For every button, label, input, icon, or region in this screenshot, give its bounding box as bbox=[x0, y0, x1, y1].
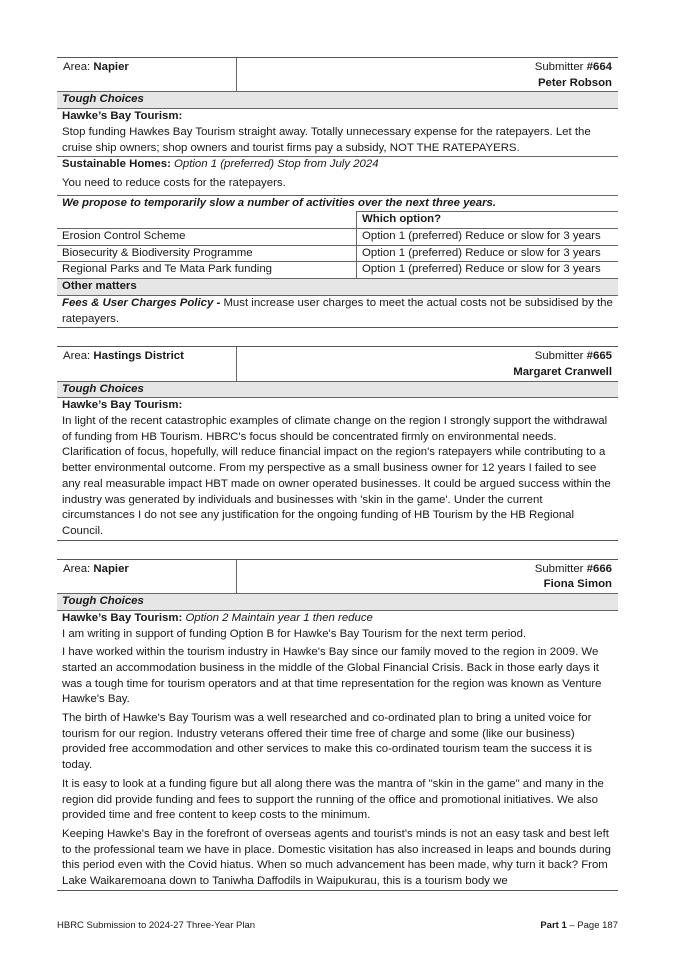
tourism-row bbox=[57, 610, 618, 890]
activity-name: Erosion Control Scheme bbox=[57, 229, 357, 246]
which-option-header: Which option? bbox=[357, 212, 619, 229]
submitter-line bbox=[243, 349, 612, 365]
homes-text: You need to reduce costs for the ratepayers. bbox=[62, 176, 286, 189]
page-content bbox=[57, 57, 618, 891]
submission-header bbox=[57, 347, 618, 380]
table-header-row bbox=[57, 212, 618, 229]
submitter-name: Fiona Simon bbox=[543, 578, 612, 591]
tourism-option: Option 2 Maintain year 1 then reduce bbox=[182, 611, 373, 624]
submitter-line bbox=[243, 562, 612, 578]
area-cell bbox=[57, 58, 237, 91]
submitter-label: Submitter bbox=[534, 562, 587, 575]
submitter-name: Peter Robson bbox=[537, 76, 612, 89]
body-paragraph: I have worked within the tourism industry in Hawke's Bay since our family moved to the region in 2009. We started an accommodation business in the middle of the Global Financial Crisis. Back in those early days it was a tough time for tourism operators and at that time representation for the region was known as Venture Hawke's Bay. bbox=[62, 646, 602, 706]
submitter-line bbox=[243, 60, 612, 76]
activity-name: Regional Parks and Te Mata Park funding bbox=[57, 262, 357, 278]
spacer bbox=[57, 541, 618, 559]
submitter-number: #664 bbox=[586, 61, 612, 73]
area-cell bbox=[57, 347, 237, 380]
submission-664 bbox=[57, 57, 618, 328]
homes-row bbox=[57, 156, 618, 191]
submission-665 bbox=[57, 346, 618, 540]
activities-heading: We propose to temporarily slow a number of activities over the next three years. bbox=[57, 195, 618, 212]
tourism-heading: Hawke’s Bay Tourism: bbox=[62, 399, 183, 412]
area-value: Hastings District bbox=[93, 350, 184, 363]
tourism-heading: Hawke’s Bay Tourism: bbox=[62, 611, 183, 624]
fees-row bbox=[57, 295, 618, 327]
activity-option: Option 1 (preferred) Reduce or slow for 3 years bbox=[357, 229, 619, 246]
tourism-heading-line bbox=[62, 611, 613, 627]
homes-heading-line bbox=[62, 157, 613, 173]
table-row bbox=[57, 245, 618, 262]
page-footer bbox=[57, 918, 618, 934]
submitter-label: Submitter bbox=[534, 350, 587, 363]
footer-title: HBRC Submission to 2024-27 Three-Year Plan bbox=[57, 920, 256, 931]
submitter-name: Margaret Cranwell bbox=[513, 365, 612, 378]
area-cell bbox=[57, 560, 237, 593]
table-row bbox=[57, 262, 618, 278]
fees-heading: Fees & User Charges Policy - bbox=[62, 296, 221, 309]
table-row bbox=[57, 229, 618, 246]
body-paragraph: Keeping Hawke's Bay in the forefront of overseas agents and tourist's minds is not an easy task and best left to the professional team we have in place. Domestic visitation has also increased in leaps and bounds during this period even with the Covid hiatus. When so much advancement has been made, why turn it back? From Lake Waikaremoana down to Taniwha Daffodils in Waipukurau, this is a tourism body we bbox=[62, 827, 611, 888]
submission-666 bbox=[57, 559, 618, 891]
activity-name: Biosecurity & Biodiversity Programme bbox=[57, 245, 357, 262]
section-heading: Tough Choices bbox=[57, 381, 618, 398]
submitter-number: #665 bbox=[586, 350, 612, 363]
submitter-cell bbox=[237, 58, 618, 91]
tourism-text: Stop funding Hawkes Bay Tourism straight away. Totally unnecessary expense for the ratepayers. Let the cruise ship owners; shop owners and tourist firms pay a subsidy, NOT THE RATEPAYERS. bbox=[62, 125, 591, 154]
area-value: Napier bbox=[93, 562, 129, 575]
area-label: Area: bbox=[63, 562, 94, 575]
tourism-row bbox=[57, 397, 618, 539]
submitter-label: Submitter bbox=[534, 61, 587, 73]
footer-part: Part 1 bbox=[540, 920, 567, 931]
submission-header bbox=[57, 560, 618, 593]
footer-page-number: – Page 187 bbox=[566, 920, 618, 931]
activities-table bbox=[57, 211, 618, 278]
homes-option: Option 1 (preferred) Stop from July 2024 bbox=[170, 158, 379, 171]
section-heading: Tough Choices bbox=[57, 91, 618, 108]
submitter-cell bbox=[237, 560, 618, 593]
body-paragraph: It is easy to look at a funding figure but all along there was the mantra of "skin in the game" and many in the region did provide funding and fees to support the running of the office and promotional initiatives. We also provided time and free content to keep costs to the minimum. bbox=[62, 777, 604, 822]
section-heading: Tough Choices bbox=[57, 593, 618, 610]
activity-option: Option 1 (preferred) Reduce or slow for 3 years bbox=[357, 245, 619, 262]
submitter-number: #666 bbox=[586, 562, 612, 575]
tourism-heading: Hawke’s Bay Tourism: bbox=[62, 110, 183, 123]
table-header-empty bbox=[57, 212, 357, 229]
body-paragraph: I am writing in support of funding Option B for Hawke's Bay Tourism for the next term period. bbox=[62, 627, 527, 640]
area-label: Area: bbox=[63, 61, 94, 73]
activity-option: Option 1 (preferred) Reduce or slow for 3 years bbox=[357, 262, 619, 278]
submitter-cell bbox=[237, 347, 618, 380]
area-value: Napier bbox=[93, 61, 129, 73]
tourism-text: In light of the recent catastrophic examples of climate change on the region I strongly support the withdrawal of funding from HB Tourism. HBRC's focus should be concentrated firmly on environmental needs. Clarification of focus, hopefully, will reduce financial impact on the region's ratepayers while contributing to a better environmental outcome. From my perspective as a small business owner for 12 years I failed to see any real measurable impact HBT made on owner operated businesses. It could be argued success within the industry was generated by individuals and businesses with 'skin in the game'. Under the current circumstances I do not see any justification for the ongoing funding of HB Tourism by the HB Regional Council. bbox=[62, 415, 611, 537]
body-paragraph: The birth of Hawke's Bay Tourism was a well researched and co-ordinated plan to bring a united voice for tourism for our region. Industry veterans offered their time free of charge and some (like our business) provided free accommodation and other services to make this co-ordinated tourism team the success it is today. bbox=[62, 712, 592, 772]
submission-header bbox=[57, 58, 618, 91]
footer-page-info bbox=[540, 918, 618, 934]
homes-heading: Sustainable Homes: bbox=[62, 158, 171, 171]
fees-text: Must increase user charges to meet the actual costs not be subsidised by the ratepayers. bbox=[62, 296, 613, 325]
tourism-row bbox=[57, 108, 618, 156]
spacer bbox=[57, 328, 618, 346]
other-matters-heading: Other matters bbox=[57, 278, 618, 295]
area-label: Area: bbox=[63, 350, 94, 363]
